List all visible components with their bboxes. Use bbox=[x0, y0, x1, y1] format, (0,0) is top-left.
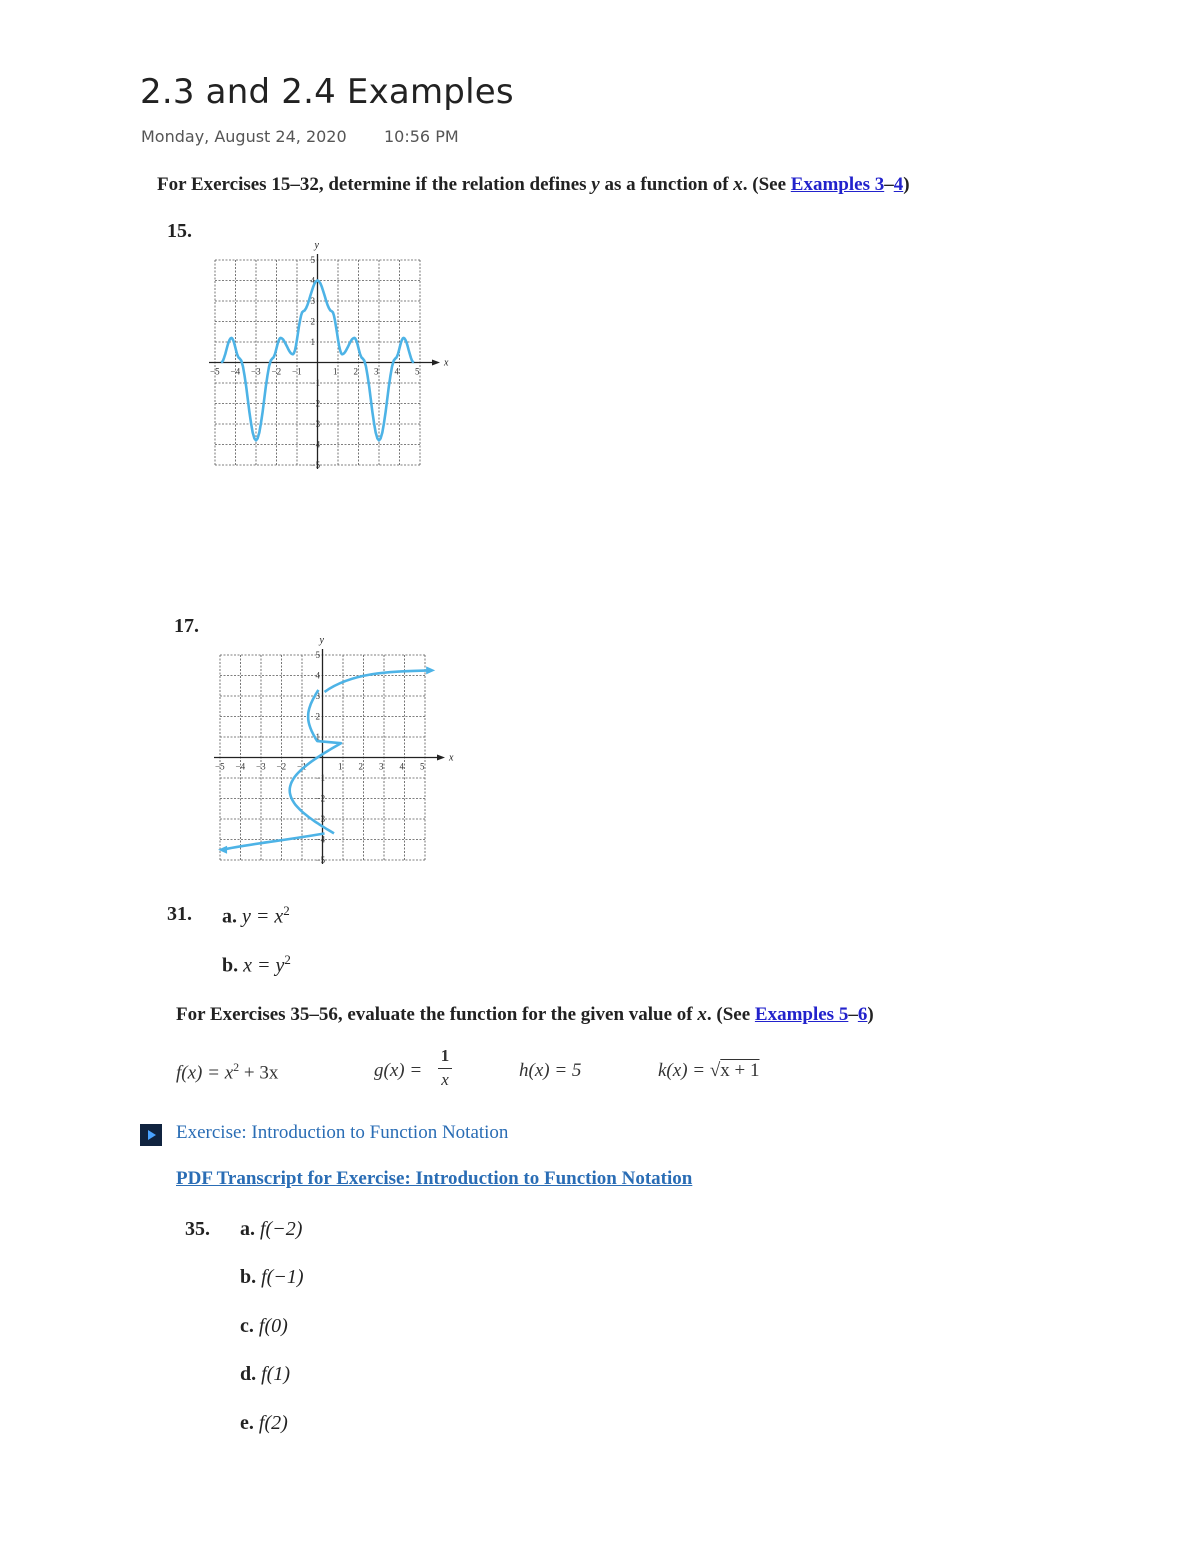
x-tick-label: 4 bbox=[394, 366, 399, 377]
y-tick-label: 5 bbox=[315, 650, 320, 660]
y-tick-label: −1 bbox=[310, 378, 321, 388]
x-axis-arrow bbox=[432, 360, 440, 366]
y-tick-label: 1 bbox=[310, 337, 315, 347]
function-g-fraction: 1 x bbox=[438, 1046, 452, 1089]
x-axis-label: x bbox=[444, 357, 449, 369]
function-f: $f(x) = x^2 + 3x$ bbox=[176, 1060, 279, 1084]
exercise-15-graph bbox=[200, 225, 450, 470]
y-tick-label: 1 bbox=[315, 732, 320, 742]
y-tick-label: −1 bbox=[315, 773, 326, 783]
x-tick-label: 3 bbox=[374, 366, 379, 377]
exercise-31-part-b: b. $x = y^2$ bbox=[222, 952, 291, 977]
y-tick-label: −2 bbox=[310, 398, 321, 409]
pdf-transcript-link[interactable]: PDF Transcript for Exercise: Introduction to Function Notation bbox=[176, 1168, 693, 1189]
curve-lower-arrow bbox=[218, 846, 227, 854]
x-tick-label: 1 bbox=[338, 761, 343, 772]
x-tick-label: 4 bbox=[399, 761, 404, 772]
x-tick-label: −1 bbox=[297, 761, 307, 772]
exercise-17-number: 17. bbox=[174, 615, 199, 637]
x-axis-arrow bbox=[437, 755, 445, 761]
x-tick-label: −3 bbox=[251, 366, 261, 377]
video-link[interactable]: Exercise: Introduction to Function Notation bbox=[176, 1122, 509, 1143]
exercise-31-part-a: a. $y = x^2$ bbox=[222, 903, 290, 928]
exercise-35-part-b: b. f(−1) bbox=[240, 1266, 304, 1288]
y-tick-label: −5 bbox=[310, 460, 321, 470]
y-axis-label: y bbox=[319, 635, 324, 646]
function-g: g(x) = bbox=[374, 1060, 423, 1081]
x-tick-label: −4 bbox=[235, 761, 246, 772]
examples-6-link[interactable]: 6 bbox=[857, 1004, 868, 1025]
curve-lower-arm bbox=[222, 833, 324, 849]
page-date: Monday, August 24, 2020 bbox=[141, 127, 347, 146]
y-tick-label: −4 bbox=[315, 834, 326, 845]
x-tick-label: 5 bbox=[420, 761, 425, 772]
exercise-31-number: 31. bbox=[167, 903, 192, 925]
exercise-35-part-c: c. f(0) bbox=[240, 1315, 288, 1337]
y-tick-label: −4 bbox=[310, 439, 321, 450]
y-tick-label: 2 bbox=[315, 711, 320, 722]
x-tick-label: 3 bbox=[379, 761, 384, 772]
x-axis-label: x bbox=[449, 752, 454, 764]
exercise-17-graph bbox=[205, 620, 455, 865]
x-tick-label: −2 bbox=[271, 366, 282, 377]
y-tick-label: −3 bbox=[310, 419, 321, 429]
x-tick-label: −5 bbox=[215, 761, 225, 772]
section1-instruction: For Exercises 15–32, determine if the relation defines y as a function of x. (See Examples 3–4) bbox=[157, 174, 910, 195]
exercise-35-part-d: d. f(1) bbox=[240, 1363, 291, 1385]
examples-3-link[interactable]: Examples 3 bbox=[790, 174, 885, 195]
x-tick-label: 2 bbox=[358, 761, 363, 772]
exercise-15-number: 15. bbox=[167, 220, 192, 242]
x-tick-label: −1 bbox=[292, 366, 302, 377]
y-tick-label: −2 bbox=[315, 793, 326, 804]
curve-upper-arm bbox=[325, 670, 432, 692]
exercise-35-part-a: a. f(−2) bbox=[240, 1218, 303, 1240]
curve-upper-arrow bbox=[426, 666, 435, 674]
x-tick-label: −2 bbox=[276, 761, 287, 772]
page-time: 10:56 PM bbox=[384, 127, 459, 146]
examples-4-link[interactable]: 4 bbox=[893, 174, 904, 195]
y-axis-label: y bbox=[314, 240, 319, 251]
y-tick-label: 4 bbox=[315, 670, 320, 681]
section2-instruction: For Exercises 35–56, evaluate the function for the given value of x. (See Examples 5–6) bbox=[176, 1004, 874, 1025]
y-tick-label: 2 bbox=[310, 316, 315, 327]
play-icon[interactable] bbox=[140, 1124, 162, 1146]
function-h: h(x) = 5 bbox=[519, 1060, 582, 1081]
y-tick-label: 3 bbox=[315, 691, 320, 701]
x-tick-label: −5 bbox=[210, 366, 220, 377]
y-tick-label: −3 bbox=[315, 814, 326, 824]
x-tick-label: −4 bbox=[230, 366, 241, 377]
examples-5-link[interactable]: Examples 5 bbox=[754, 1004, 849, 1025]
y-tick-label: 3 bbox=[310, 296, 315, 306]
x-tick-label: 1 bbox=[333, 366, 338, 377]
x-tick-label: 2 bbox=[353, 366, 358, 377]
exercise-35-part-e: e. f(2) bbox=[240, 1412, 288, 1434]
y-tick-label: 5 bbox=[310, 255, 315, 265]
x-tick-label: 5 bbox=[415, 366, 420, 377]
x-tick-label: −3 bbox=[256, 761, 266, 772]
y-tick-label: 4 bbox=[310, 275, 315, 286]
y-tick-label: −5 bbox=[315, 855, 326, 865]
exercise-35-number: 35. bbox=[185, 1218, 210, 1240]
function-k: k(x) = √x + 1 bbox=[658, 1060, 760, 1081]
page-title: 2.3 and 2.4 Examples bbox=[140, 72, 514, 112]
